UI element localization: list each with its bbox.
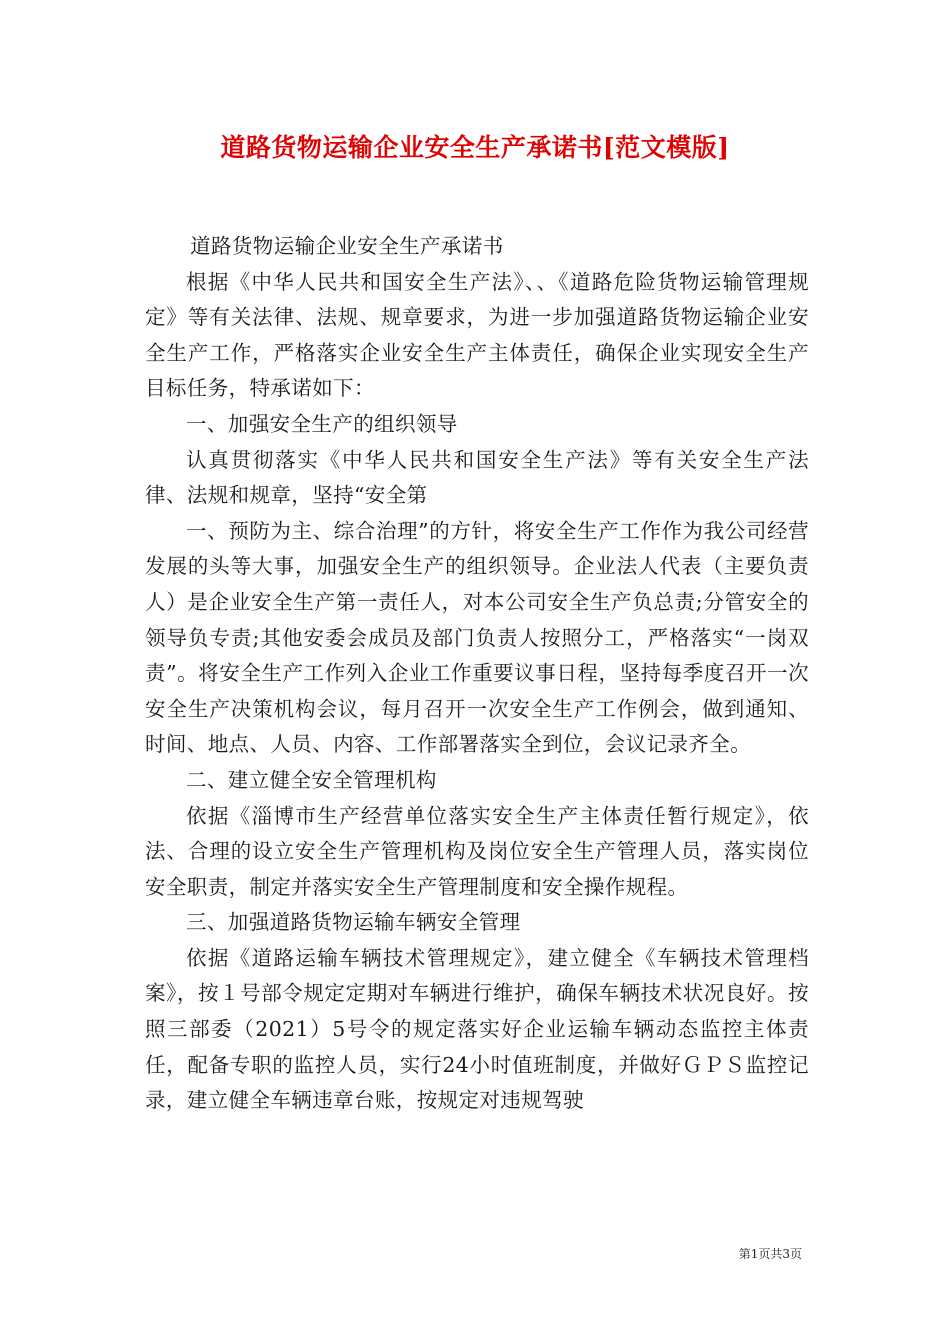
section-heading-1: 一、加强安全生产的组织领导 — [186, 411, 458, 436]
document-subtitle: 道路货物运输企业安全生产承诺书 — [190, 234, 504, 258]
section-heading-3: 三、加强道路货物运输车辆安全管理 — [186, 910, 521, 935]
paragraph: 依据《淄博市生产经营单位落实安全生产主体责任暂行规定》，依法、合理的设立安全生产管理机构及岗位安全生产管理人员，落实岗位安全职责，制定并落实安全生产管理制度和安全操作规程。 — [145, 803, 809, 899]
page-number: 第1页共3页 — [738, 1247, 802, 1261]
paragraph: 一、预防为主、综合治理”的方针，将安全生产工作作为我公司经营发展的头等大事，加强安全生产的组织领导。企业法人代表（主要负责人）是企业安全生产第一责任人，对本公司安全生产负总责;分管安全的领导负专责;其他安委会成员及部门负责人按照分工，严格落实“一岗双责”。将安全生产工作列入企业工作重要议事日程，坚持每季度召开一次安全生产决策机构会议，每月召开一次安全生产工作例会，做到通知、时间、地点、人员、内容、工作部署落实全到位，会议记录齐全。 — [145, 518, 809, 757]
document-body — [145, 229, 809, 1119]
paragraph: 依据《道路运输车辆技术管理规定》，建立健全《车辆技术管理档案》，按１号部令规定定期对车辆进行维护，确保车辆技术状况良好。按照三部委（2021）5号令的规定落实好企业运输车辆动态监控主体责任，配备专职的监控人员，实行24小时值班制度，并做好ＧＰＳ监控记录，建立健全车辆违章台账，按规定对违规驾驶 — [145, 945, 809, 1113]
paragraph: 认真贯彻落实《中华人民共和国安全生产法》等有关安全生产法律、法规和规章，坚持“安全第 — [145, 447, 809, 508]
paragraph-intro: 根据《中华人民共和国安全生产法》、、《道路危险货物运输管理规定》等有关法律、法规、规章要求，为进一步加强道路货物运输企业安全生产工作，严格落实企业安全生产主体责任，确保企业实现安全生产目标任务，特承诺如下： — [145, 269, 809, 401]
section-heading-2: 二、建立健全安全管理机构 — [186, 767, 437, 792]
page-title: 道路货物运输企业安全生产承诺书[范文模版] — [220, 133, 730, 162]
